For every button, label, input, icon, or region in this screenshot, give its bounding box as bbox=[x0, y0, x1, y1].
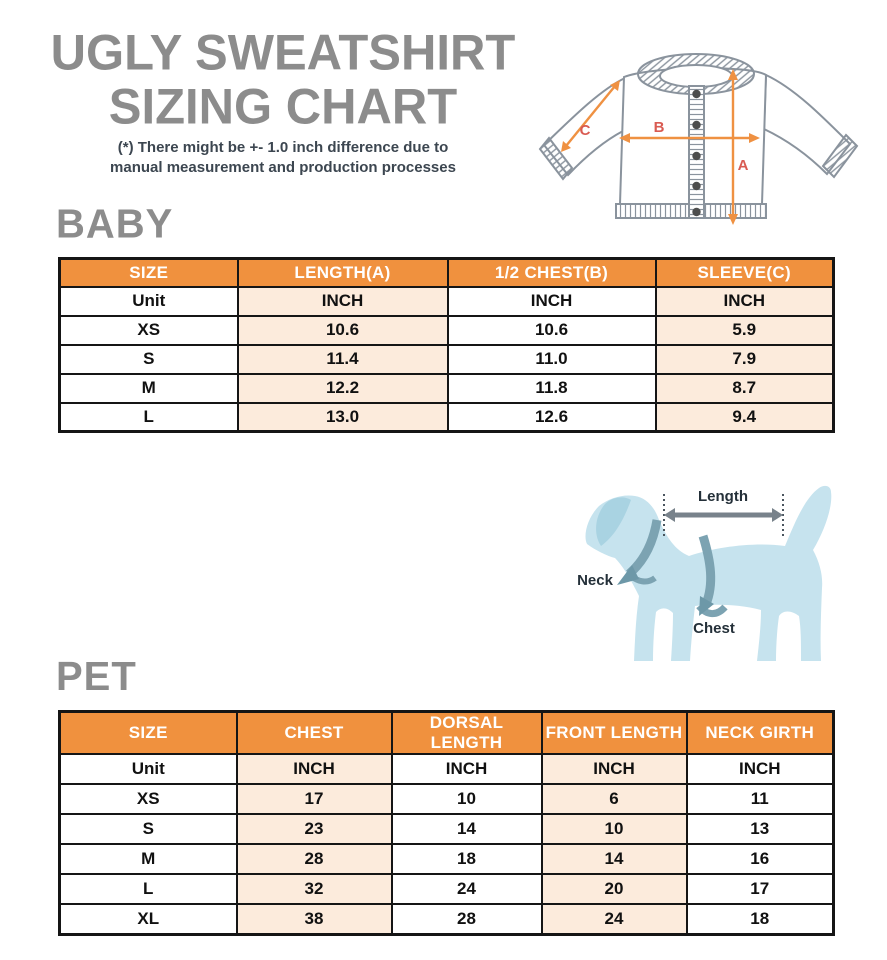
baby-cell: INCH bbox=[448, 287, 656, 316]
baby-row-xs bbox=[60, 316, 834, 345]
dog-measurement-diagram bbox=[533, 458, 880, 686]
baby-section-heading: BABY bbox=[56, 201, 174, 247]
pet-cell: 18 bbox=[392, 844, 542, 874]
dog-neck-label: Neck bbox=[577, 572, 613, 589]
pet-header-front-length: FRONT LENGTH bbox=[542, 712, 687, 755]
baby-cell: 12.2 bbox=[238, 374, 448, 403]
baby-cell: 10.6 bbox=[448, 316, 656, 345]
pet-cell: 38 bbox=[237, 904, 392, 934]
pet-cell: 24 bbox=[392, 874, 542, 904]
sleeve-measure-label: C bbox=[579, 122, 591, 139]
pet-row-xs bbox=[60, 784, 834, 814]
dog-length-label: Length bbox=[698, 488, 748, 505]
pet-cell: 10 bbox=[392, 784, 542, 814]
pet-cell: XS bbox=[60, 784, 237, 814]
baby-cell: S bbox=[60, 345, 238, 374]
chest-measure-label: B bbox=[653, 119, 665, 136]
baby-row-m bbox=[60, 374, 834, 403]
pet-cell: S bbox=[60, 814, 237, 844]
pet-cell: 28 bbox=[392, 904, 542, 934]
baby-header-length: LENGTH(A) bbox=[238, 259, 448, 287]
pet-row-xl bbox=[60, 904, 834, 934]
baby-cell: 8.7 bbox=[656, 374, 834, 403]
baby-cell: 9.4 bbox=[656, 403, 834, 432]
dog-chest-label: Chest bbox=[693, 620, 735, 637]
pet-cell: 17 bbox=[237, 784, 392, 814]
baby-cell: 11.0 bbox=[448, 345, 656, 374]
baby-table-header-row bbox=[60, 259, 834, 287]
pet-cell: 20 bbox=[542, 874, 687, 904]
pet-cell: 16 bbox=[687, 844, 834, 874]
pet-cell: L bbox=[60, 874, 237, 904]
measurement-disclaimer-line2: manual measurement and production processes bbox=[110, 159, 456, 176]
baby-cell: M bbox=[60, 374, 238, 403]
pet-sizing-table bbox=[58, 710, 835, 936]
baby-cell: XS bbox=[60, 316, 238, 345]
pet-cell: 10 bbox=[542, 814, 687, 844]
baby-cell: 12.6 bbox=[448, 403, 656, 432]
pet-cell: 32 bbox=[237, 874, 392, 904]
baby-cell: 11.4 bbox=[238, 345, 448, 374]
baby-row-l bbox=[60, 403, 834, 432]
pet-cell: 23 bbox=[237, 814, 392, 844]
baby-cell: L bbox=[60, 403, 238, 432]
baby-cell: 7.9 bbox=[656, 345, 834, 374]
pet-cell: 18 bbox=[687, 904, 834, 934]
pet-section-heading: PET bbox=[56, 654, 137, 700]
pet-cell: 24 bbox=[542, 904, 687, 934]
baby-header-size: SIZE bbox=[60, 259, 238, 287]
pet-row-m bbox=[60, 844, 834, 874]
pet-cell: Unit bbox=[60, 754, 237, 784]
pet-cell: INCH bbox=[392, 754, 542, 784]
baby-cell: Unit bbox=[60, 287, 238, 316]
pet-cell: 17 bbox=[687, 874, 834, 904]
page-title-line2: SIZING CHART bbox=[108, 79, 458, 135]
pet-header-size: SIZE bbox=[60, 712, 237, 755]
pet-row-s bbox=[60, 814, 834, 844]
pet-cell: 14 bbox=[542, 844, 687, 874]
length-measure-label: A bbox=[737, 157, 749, 174]
measurement-disclaimer-line1: (*) There might be +- 1.0 inch difference due to bbox=[117, 139, 449, 156]
pet-cell: 6 bbox=[542, 784, 687, 814]
baby-cell: 13.0 bbox=[238, 403, 448, 432]
measurement-disclaimer bbox=[28, 138, 538, 178]
baby-header-sleeve: SLEEVE(C) bbox=[656, 259, 834, 287]
pet-unit-row bbox=[60, 754, 834, 784]
sweatshirt-measurement-diagram bbox=[528, 32, 880, 234]
pet-header-chest: CHEST bbox=[237, 712, 392, 755]
baby-unit-row bbox=[60, 287, 834, 316]
pet-table-header-row bbox=[60, 712, 834, 755]
pet-cell: M bbox=[60, 844, 237, 874]
pet-cell: 28 bbox=[237, 844, 392, 874]
pet-cell: 13 bbox=[687, 814, 834, 844]
pet-cell: 14 bbox=[392, 814, 542, 844]
baby-cell: INCH bbox=[656, 287, 834, 316]
pet-row-l bbox=[60, 874, 834, 904]
pet-cell: XL bbox=[60, 904, 237, 934]
baby-header-half-chest: 1/2 CHEST(B) bbox=[448, 259, 656, 287]
pet-header-dorsal-length: DORSAL LENGTH bbox=[392, 712, 542, 755]
baby-cell: 11.8 bbox=[448, 374, 656, 403]
pet-header-neck-girth: NECK GIRTH bbox=[687, 712, 834, 755]
pet-cell: INCH bbox=[687, 754, 834, 784]
pet-cell: 11 bbox=[687, 784, 834, 814]
baby-cell: 10.6 bbox=[238, 316, 448, 345]
baby-cell: INCH bbox=[238, 287, 448, 316]
pet-cell: INCH bbox=[542, 754, 687, 784]
baby-cell: 5.9 bbox=[656, 316, 834, 345]
baby-sizing-table bbox=[58, 257, 835, 433]
pet-cell: INCH bbox=[237, 754, 392, 784]
page-title bbox=[28, 26, 538, 134]
baby-row-s bbox=[60, 345, 834, 374]
page-title-line1: UGLY SWEATSHIRT bbox=[50, 25, 516, 81]
